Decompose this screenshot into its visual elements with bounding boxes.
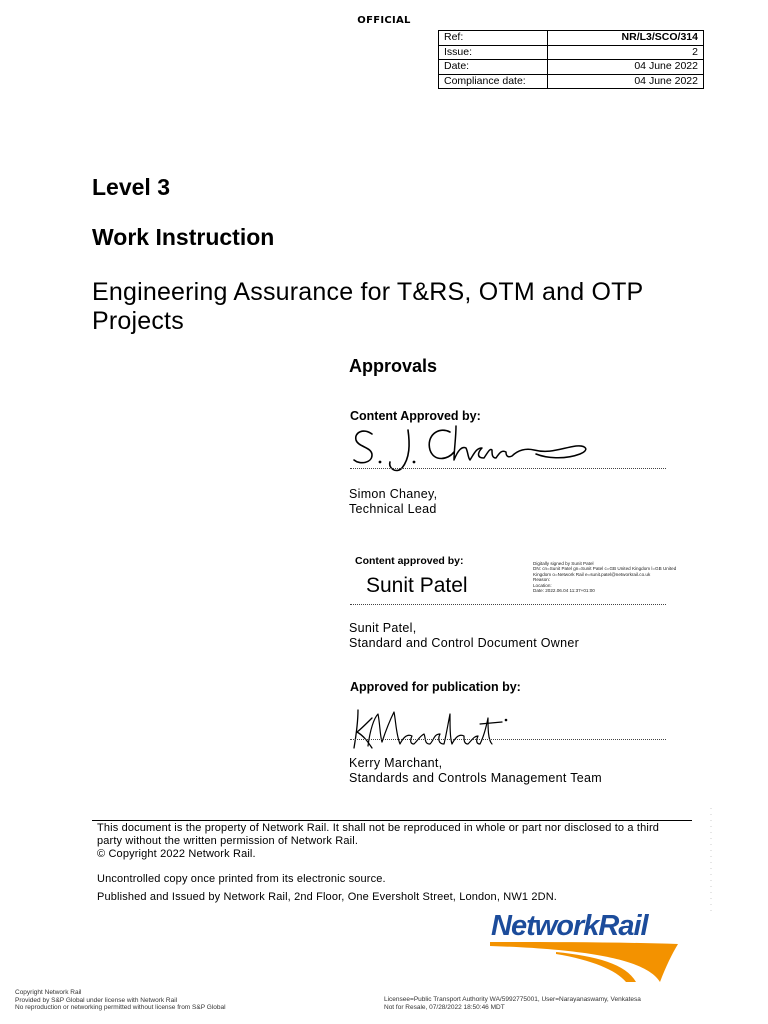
document-type: Work Instruction: [92, 224, 275, 250]
license-line: Licensee=Public Transport Authority WA/5992775001, User=Narayanaswamy, Venkatesa: [384, 996, 641, 1003]
footer-copyright: © Copyright 2022 Network Rail.: [97, 848, 256, 860]
network-rail-logo: [486, 908, 686, 986]
footer-property-line1: This document is the property of Network Rail. It shall not be reproduced in whole or part nor disclosed to a third: [97, 822, 660, 834]
digital-signature-line: Location:: [533, 582, 552, 588]
approver-marchant: [349, 756, 602, 786]
license-line: No reproduction or networking permitted without license from S&P Global: [15, 1004, 226, 1011]
signature-line: [350, 604, 666, 605]
approver-name: Simon Chaney,: [349, 487, 438, 501]
digital-signature-line: Date: 2022.06.04 11:37+01:00: [533, 588, 595, 594]
license-line: Provided by S&P Global under license with Network Rail: [15, 996, 178, 1004]
signature-marchant: [348, 700, 518, 756]
digital-signature-line: Kingdom o=Network Rail e=sunit.patel@networkrail.co.uk: [533, 571, 651, 577]
document-title: [92, 278, 712, 336]
signature-line: [350, 739, 666, 740]
content-approved-label: Content Approved by:: [350, 409, 481, 423]
meta-label: Date:: [439, 60, 548, 75]
digital-signature-line: Reason:: [533, 577, 551, 583]
logo-swoosh: [490, 942, 678, 982]
digital-signature-name: Sunit Patel: [366, 574, 468, 597]
signature-line: [350, 468, 666, 469]
owner-approved-label: Content approved by:: [355, 555, 464, 567]
approver-name: Sunit Patel,: [349, 621, 417, 635]
digital-signature-line: Digitally signed by Sunit Patel: [533, 561, 594, 566]
margin-mark: [704, 806, 718, 914]
document-title-line2: Projects: [92, 307, 184, 335]
signature-chaney: [350, 420, 600, 472]
license-line: Copyright Network Rail: [15, 989, 82, 996]
digital-signature-details: [533, 561, 693, 593]
document-level: Level 3: [92, 174, 170, 200]
meta-row-compliance-date: [439, 74, 704, 89]
meta-value: 04 June 2022: [548, 74, 704, 89]
approvals-heading: Approvals: [349, 356, 438, 376]
meta-row-ref: [439, 31, 704, 46]
license-line: Not for Resale, 07/28/2022 18:50:46 MDT: [384, 1003, 505, 1011]
approver-role: Technical Lead: [349, 502, 437, 516]
approver-name: Kerry Marchant,: [349, 756, 443, 770]
classification-label: OFFICIAL: [357, 15, 411, 26]
footer-property-line2: party without the written permission of Network Rail.: [97, 835, 359, 847]
meta-label: Compliance date:: [439, 74, 548, 89]
digital-signature-line: DN: cn=Sunit Patel gn=Sunit Patel c=GB United Kingdom l=GB United: [533, 566, 677, 572]
meta-value: 2: [548, 45, 704, 60]
publication-approved-label: Approved for publication by:: [350, 680, 521, 694]
meta-row-date: [439, 60, 704, 75]
meta-value: NR/L3/SCO/314: [548, 31, 704, 46]
footer-divider: [92, 820, 692, 821]
meta-label: Ref:: [439, 31, 548, 46]
license-notice-left: [15, 989, 226, 1012]
approver-patel: [349, 621, 579, 651]
approver-role: Standards and Controls Management Team: [349, 771, 602, 785]
footer-uncontrolled: Uncontrolled copy once printed from its electronic source.: [97, 873, 386, 885]
approver-role: Standard and Control Document Owner: [349, 636, 580, 650]
meta-label: Issue:: [439, 45, 548, 60]
footer-published: Published and Issued by Network Rail, 2nd Floor, One Eversholt Street, London, NW1 2DN.: [97, 891, 557, 903]
network-rail-logo-text: NetworkRail: [491, 910, 648, 942]
meta-row-issue: [439, 45, 704, 60]
document-metadata-table: [438, 30, 704, 89]
license-notice-right: [384, 996, 641, 1011]
meta-value: 04 June 2022: [548, 60, 704, 75]
document-title-line1: Engineering Assurance for T&RS, OTM and OTP: [92, 278, 644, 306]
approver-chaney: [349, 487, 437, 517]
